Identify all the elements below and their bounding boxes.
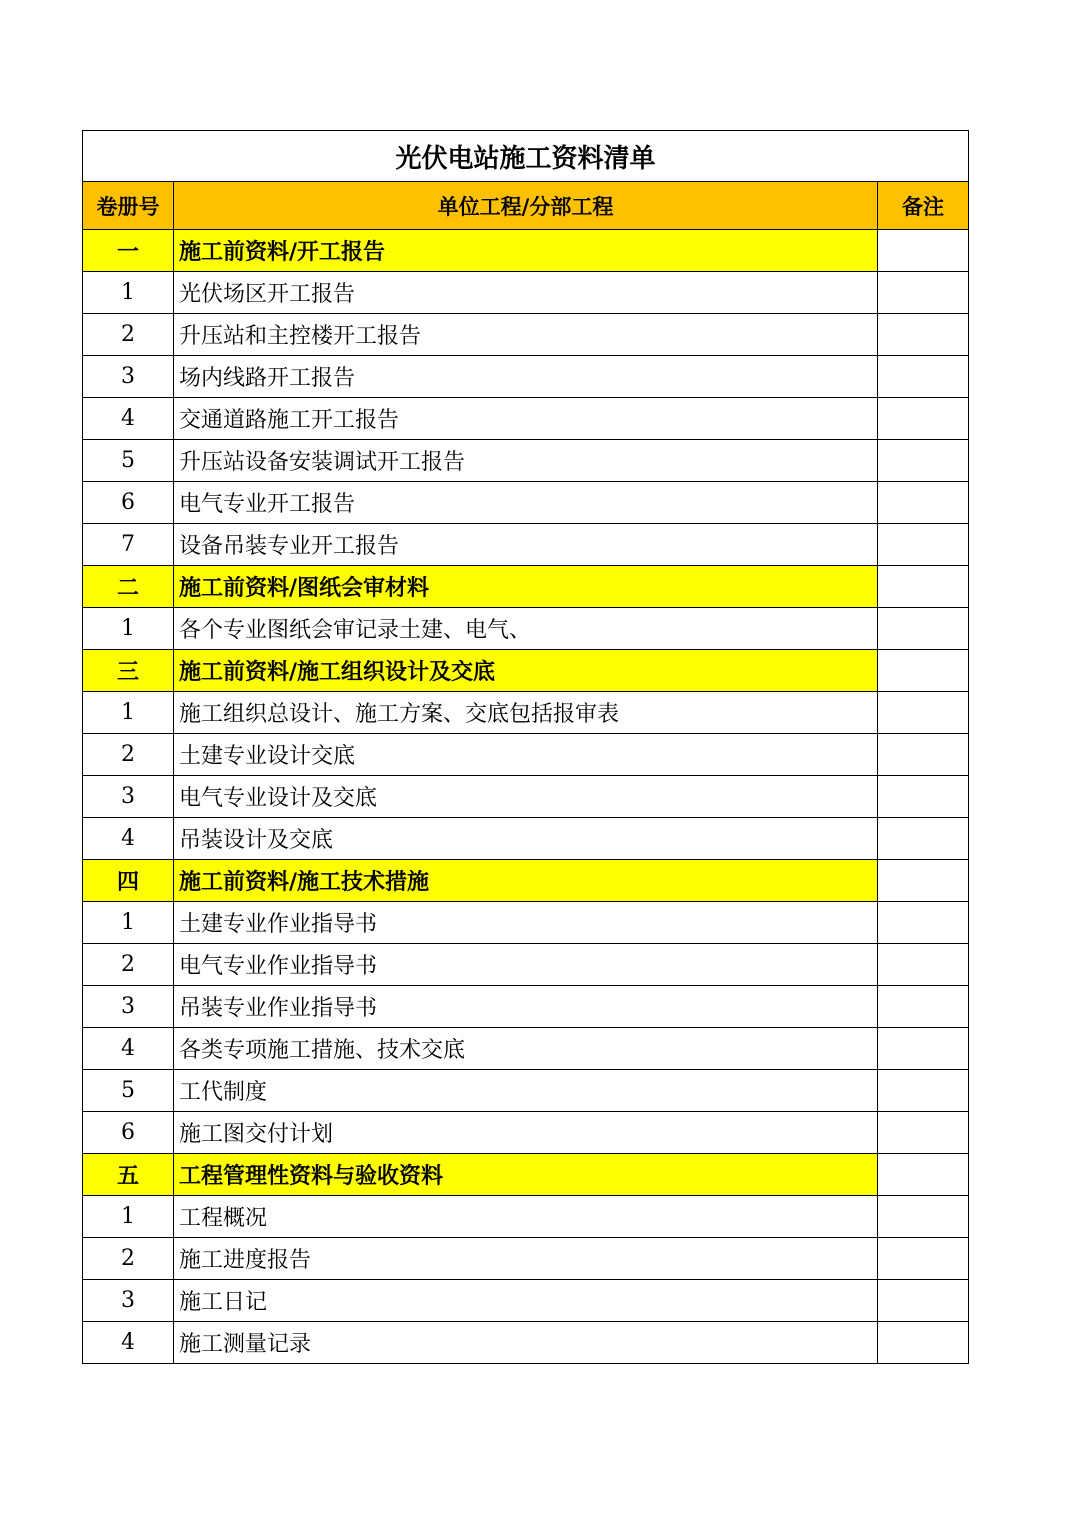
header-row [83,182,969,230]
remarks-cell [878,860,969,902]
volume-number-cell: 四 [83,860,174,902]
table-row [83,482,969,524]
remarks-cell [878,1238,969,1280]
remarks-cell [878,818,969,860]
table-row [83,1238,969,1280]
item-name-cell: 施工前资料/开工报告 [174,230,878,272]
table-row [83,272,969,314]
item-name-cell: 工程管理性资料与验收资料 [174,1154,878,1196]
item-name-cell: 施工日记 [174,1280,878,1322]
table-row [83,524,969,566]
table-row [83,314,969,356]
volume-number-cell: 4 [83,398,174,440]
table-row [83,734,969,776]
remarks-cell [878,230,969,272]
volume-number-cell: 3 [83,776,174,818]
header-volume-number: 卷册号 [83,182,174,230]
item-name-cell: 各类专项施工措施、技术交底 [174,1028,878,1070]
item-name-cell: 施工前资料/施工组织设计及交底 [174,650,878,692]
item-name-cell: 施工前资料/图纸会审材料 [174,566,878,608]
volume-number-cell: 4 [83,1322,174,1364]
item-name-cell: 交通道路施工开工报告 [174,398,878,440]
section-row [83,1154,969,1196]
volume-number-cell: 1 [83,692,174,734]
table-row [83,1112,969,1154]
item-name-cell: 施工组织总设计、施工方案、交底包括报审表 [174,692,878,734]
item-name-cell: 工代制度 [174,1070,878,1112]
item-name-cell: 电气专业作业指导书 [174,944,878,986]
remarks-cell [878,1154,969,1196]
remarks-cell [878,608,969,650]
section-row [83,650,969,692]
section-row [83,566,969,608]
remarks-cell [878,1196,969,1238]
remarks-cell [878,1028,969,1070]
remarks-cell [878,944,969,986]
remarks-cell [878,440,969,482]
table-body [83,131,969,1364]
remarks-cell [878,524,969,566]
table-row [83,608,969,650]
remarks-cell [878,776,969,818]
remarks-cell [878,356,969,398]
table-row [83,776,969,818]
item-name-cell: 施工测量记录 [174,1322,878,1364]
volume-number-cell: 1 [83,1196,174,1238]
remarks-cell [878,1112,969,1154]
remarks-cell [878,1280,969,1322]
volume-number-cell: 1 [83,608,174,650]
table-row [83,398,969,440]
document-title: 光伏电站施工资料清单 [83,131,969,182]
volume-number-cell: 2 [83,734,174,776]
remarks-cell [878,650,969,692]
table-row [83,818,969,860]
remarks-cell [878,482,969,524]
volume-number-cell: 五 [83,1154,174,1196]
item-name-cell: 工程概况 [174,1196,878,1238]
item-name-cell: 吊装设计及交底 [174,818,878,860]
volume-number-cell: 6 [83,482,174,524]
item-name-cell: 电气专业设计及交底 [174,776,878,818]
table-row [83,902,969,944]
table-row [83,692,969,734]
remarks-cell [878,314,969,356]
item-name-cell: 设备吊装专业开工报告 [174,524,878,566]
title-row [83,131,969,182]
volume-number-cell: 5 [83,1070,174,1112]
volume-number-cell: 3 [83,1280,174,1322]
volume-number-cell: 1 [83,272,174,314]
item-name-cell: 施工前资料/施工技术措施 [174,860,878,902]
remarks-cell [878,1070,969,1112]
volume-number-cell: 一 [83,230,174,272]
remarks-cell [878,902,969,944]
volume-number-cell: 3 [83,356,174,398]
item-name-cell: 电气专业开工报告 [174,482,878,524]
header-remarks: 备注 [878,182,969,230]
volume-number-cell: 5 [83,440,174,482]
section-row [83,860,969,902]
item-name-cell: 施工图交付计划 [174,1112,878,1154]
item-name-cell: 场内线路开工报告 [174,356,878,398]
volume-number-cell: 4 [83,818,174,860]
volume-number-cell: 三 [83,650,174,692]
item-name-cell: 光伏场区开工报告 [174,272,878,314]
remarks-cell [878,398,969,440]
volume-number-cell: 7 [83,524,174,566]
item-name-cell: 吊装专业作业指导书 [174,986,878,1028]
table-row [83,1196,969,1238]
remarks-cell [878,692,969,734]
table-row [83,1280,969,1322]
item-name-cell: 土建专业作业指导书 [174,902,878,944]
volume-number-cell: 4 [83,1028,174,1070]
remarks-cell [878,566,969,608]
volume-number-cell: 2 [83,944,174,986]
volume-number-cell: 3 [83,986,174,1028]
remarks-cell [878,986,969,1028]
section-row [83,230,969,272]
item-name-cell: 土建专业设计交底 [174,734,878,776]
table-row [83,1070,969,1112]
volume-number-cell: 6 [83,1112,174,1154]
volume-number-cell: 2 [83,314,174,356]
table-row [83,1028,969,1070]
table-row [83,440,969,482]
table-row [83,356,969,398]
item-name-cell: 升压站和主控楼开工报告 [174,314,878,356]
item-name-cell: 施工进度报告 [174,1238,878,1280]
volume-number-cell: 1 [83,902,174,944]
table-row [83,1322,969,1364]
table-row [83,944,969,986]
remarks-cell [878,272,969,314]
item-name-cell: 各个专业图纸会审记录土建、电气、 [174,608,878,650]
document-table [82,130,969,1364]
volume-number-cell: 二 [83,566,174,608]
remarks-cell [878,734,969,776]
item-name-cell: 升压站设备安装调试开工报告 [174,440,878,482]
remarks-cell [878,1322,969,1364]
volume-number-cell: 2 [83,1238,174,1280]
header-project-name: 单位工程/分部工程 [174,182,878,230]
table-row [83,986,969,1028]
